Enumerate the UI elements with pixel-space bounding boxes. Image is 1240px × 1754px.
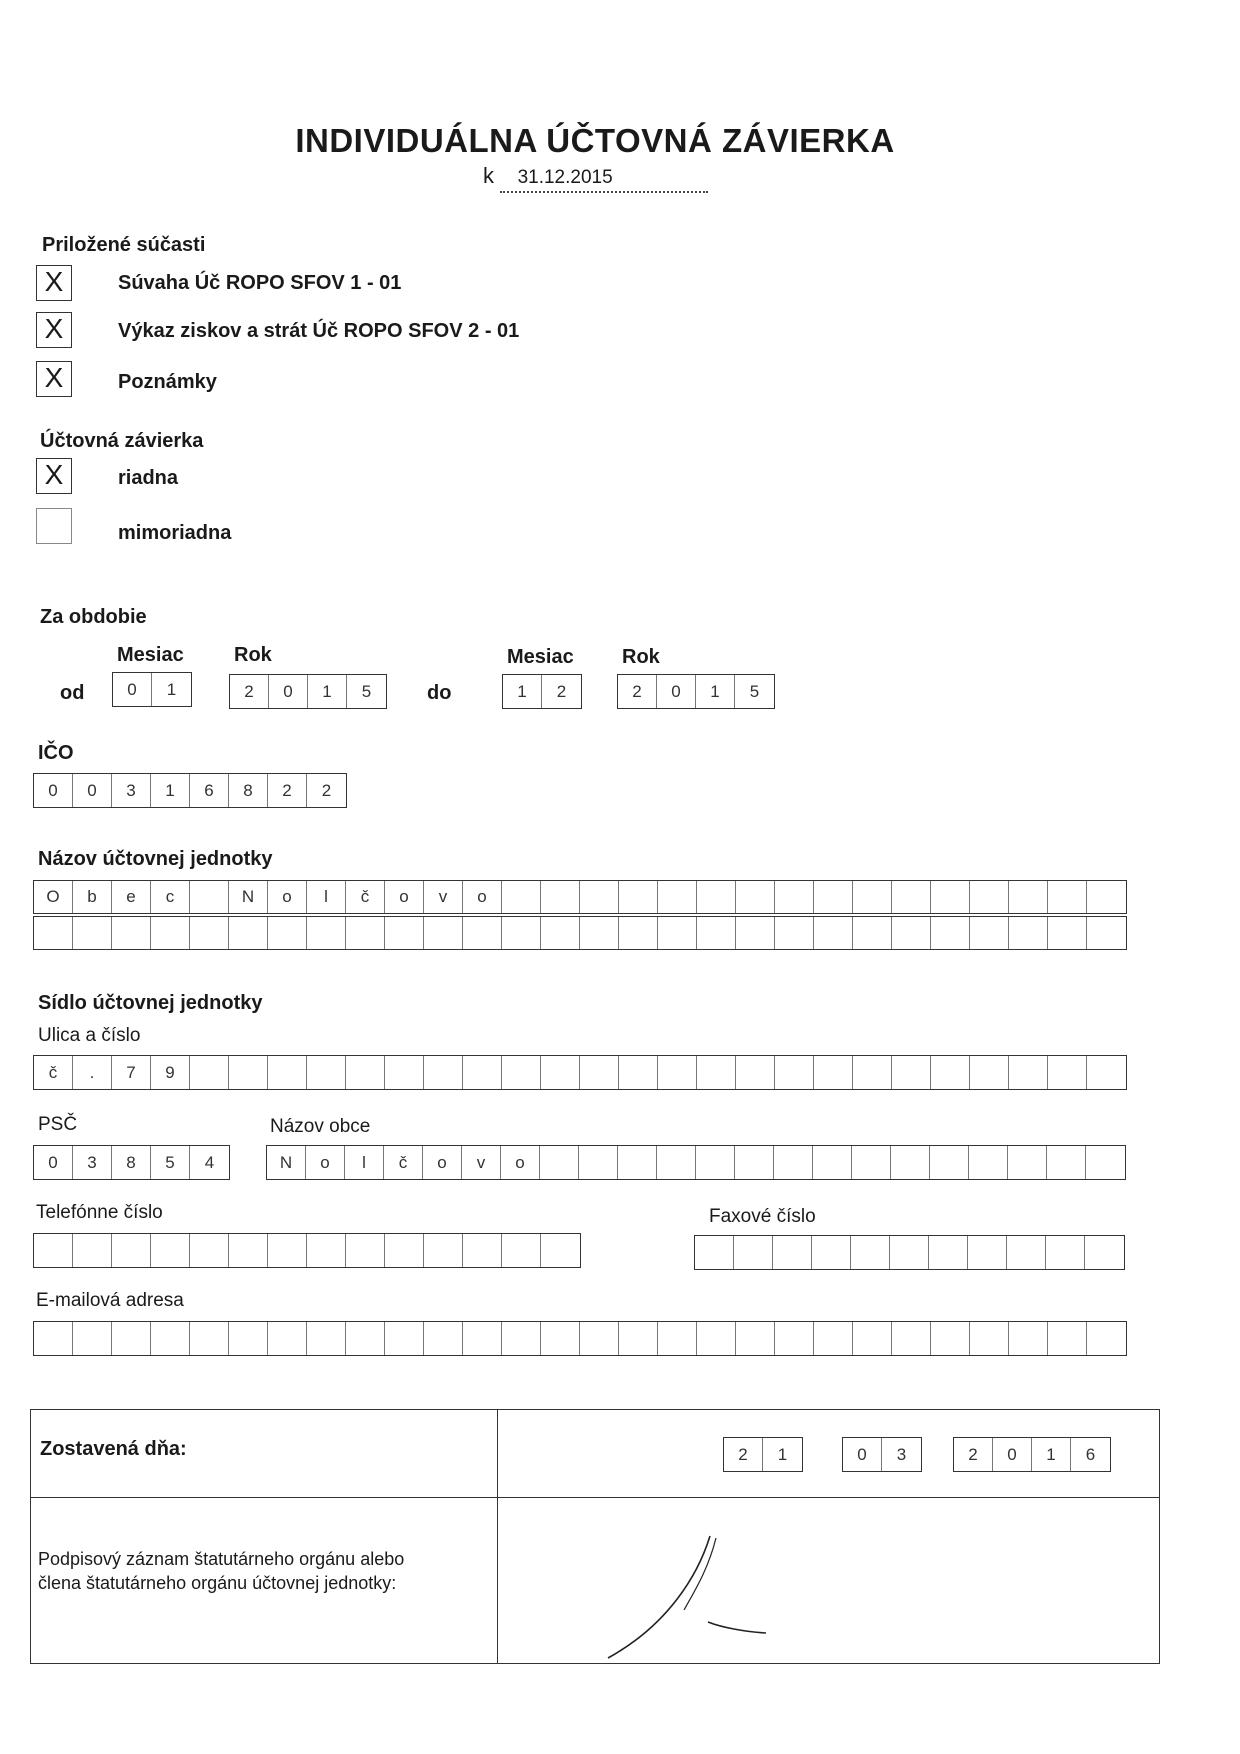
char-cell	[112, 1322, 151, 1355]
closing-date	[483, 163, 708, 193]
char-cell	[853, 1056, 892, 1089]
digit-cell: 0	[113, 673, 152, 706]
char-cell	[540, 1146, 579, 1179]
char-cell	[619, 917, 658, 949]
char-cell	[735, 1146, 774, 1179]
char-cell	[502, 1234, 541, 1267]
digit-cell: 5	[361, 682, 372, 701]
char-cell	[346, 1322, 385, 1355]
char-cell	[229, 917, 268, 949]
char-cell: N	[267, 1146, 306, 1179]
char-cell	[814, 881, 853, 913]
char-cell	[853, 1322, 892, 1355]
char-cell	[775, 1056, 814, 1089]
char-cell	[618, 1146, 657, 1179]
char-cell: 5	[151, 1146, 190, 1179]
digit-cell: 2	[268, 774, 307, 807]
char-cell: o	[423, 1146, 462, 1179]
char-cell	[619, 1056, 658, 1089]
char-cell	[1009, 1322, 1048, 1355]
char-cell	[968, 1236, 1007, 1269]
char-cell: l	[345, 1146, 384, 1179]
entity-name-field-row1[interactable]	[33, 880, 1127, 914]
char-cell	[268, 1056, 307, 1089]
to-year-label: Rok	[622, 646, 660, 668]
char-cell	[970, 881, 1009, 913]
digit-cell: 0	[34, 774, 73, 807]
digit-cell: 0	[73, 774, 112, 807]
digit-cell: 2	[618, 675, 657, 708]
char-cell	[190, 1234, 229, 1267]
char-cell	[1087, 917, 1126, 949]
char-cell	[658, 917, 697, 949]
char-cell	[658, 881, 697, 913]
ico-label: IČO	[38, 742, 74, 764]
char-cell	[112, 917, 151, 949]
char-cell	[931, 881, 970, 913]
entity-name-label: Názov účtovnej jednotky	[38, 848, 273, 870]
char-cell: v	[462, 1146, 501, 1179]
char-cell	[931, 1322, 970, 1355]
char-cell	[892, 1322, 931, 1355]
checkbox-notes[interactable]: X	[36, 361, 72, 397]
char-cell	[814, 917, 853, 949]
char-cell	[891, 1146, 930, 1179]
char-cell	[580, 1322, 619, 1355]
char-cell: 8	[112, 1146, 151, 1179]
fax-label: Faxové číslo	[709, 1206, 816, 1227]
signature-label-line2: člena štatutárneho orgánu účtovnej jednotky:	[38, 1573, 397, 1593]
checkbox-balance-sheet[interactable]: X	[36, 265, 72, 301]
date-value[interactable]: 31.12.2015	[500, 165, 708, 193]
char-cell: c	[151, 881, 190, 913]
fax-field[interactable]	[694, 1235, 1125, 1270]
char-cell	[1046, 1236, 1085, 1269]
char-cell	[229, 1056, 268, 1089]
date-prefix: k	[483, 163, 494, 188]
char-cell: o	[306, 1146, 345, 1179]
period-heading: Za obdobie	[40, 606, 147, 628]
digit-cell: 0	[993, 1438, 1032, 1471]
char-cell	[619, 881, 658, 913]
char-cell: v	[424, 881, 463, 913]
from-year-field[interactable]	[229, 674, 387, 709]
char-cell	[775, 917, 814, 949]
char-cell	[774, 1146, 813, 1179]
char-cell	[541, 917, 580, 949]
char-cell: o	[463, 881, 502, 913]
phone-label: Telefónne číslo	[36, 1202, 163, 1223]
char-cell: o	[385, 881, 424, 913]
table-divider	[497, 1409, 498, 1664]
char-cell	[1047, 1146, 1086, 1179]
char-cell	[307, 1056, 346, 1089]
char-cell	[970, 1322, 1009, 1355]
char-cell	[1085, 1236, 1124, 1269]
char-cell: č	[346, 881, 385, 913]
digit-cell: 6	[1085, 1445, 1096, 1464]
char-cell	[34, 917, 73, 949]
char-cell	[580, 881, 619, 913]
char-cell	[579, 1146, 618, 1179]
char-cell	[424, 917, 463, 949]
char-cell: 7	[112, 1056, 151, 1089]
char-cell	[852, 1146, 891, 1179]
digit-cell: 3	[112, 774, 151, 807]
signature-label-line1: Podpisový záznam štatutárneho orgánu alebo	[38, 1549, 405, 1569]
char-cell	[853, 917, 892, 949]
phone-field[interactable]	[33, 1233, 581, 1268]
char-cell	[541, 1056, 580, 1089]
char-cell	[1087, 881, 1126, 913]
char-cell: N	[229, 881, 268, 913]
char-cell	[931, 1056, 970, 1089]
char-cell	[34, 1234, 73, 1267]
char-cell: o	[501, 1146, 540, 1179]
char-cell	[773, 1236, 812, 1269]
digit-cell: 0	[657, 675, 696, 708]
char-cell	[268, 917, 307, 949]
notes-label: Poznámky	[118, 371, 217, 393]
digit-cell: 2	[724, 1438, 763, 1471]
digit-cell: 1	[151, 774, 190, 807]
char-cell	[541, 1322, 580, 1355]
char-cell	[385, 917, 424, 949]
char-cell	[424, 1056, 463, 1089]
char-cell	[424, 1322, 463, 1355]
to-year-field[interactable]	[617, 674, 775, 709]
char-cell	[502, 917, 541, 949]
compiled-month-field[interactable]	[842, 1437, 922, 1472]
char-cell	[1048, 917, 1087, 949]
digit-cell: 2	[556, 682, 567, 701]
char-cell: 0	[34, 1146, 73, 1179]
char-cell	[931, 917, 970, 949]
char-cell	[385, 1322, 424, 1355]
page-title: INDIVIDUÁLNA ÚČTOVNÁ ZÁVIERKA	[295, 122, 895, 159]
char-cell	[697, 1056, 736, 1089]
char-cell	[775, 1322, 814, 1355]
from-label: od	[60, 682, 85, 704]
char-cell	[1009, 1056, 1048, 1089]
char-cell	[268, 1322, 307, 1355]
regular-label: riadna	[118, 467, 179, 489]
char-cell	[775, 881, 814, 913]
char-cell	[1048, 1322, 1087, 1355]
char-cell	[229, 1322, 268, 1355]
char-cell	[502, 881, 541, 913]
char-cell	[892, 1056, 931, 1089]
digit-cell: 2	[321, 781, 332, 800]
char-cell	[541, 1234, 580, 1267]
char-cell	[151, 917, 190, 949]
table-divider	[30, 1497, 1160, 1498]
char-cell	[1048, 881, 1087, 913]
char-cell: 9	[151, 1056, 190, 1089]
char-cell	[463, 1056, 502, 1089]
city-label: Názov obce	[270, 1116, 371, 1137]
digit-cell: 6	[190, 774, 229, 807]
char-cell	[73, 1322, 112, 1355]
extraordinary-label: mimoriadna	[118, 522, 232, 544]
street-label: Ulica a číslo	[38, 1025, 141, 1046]
char-cell	[970, 917, 1009, 949]
char-cell	[502, 1322, 541, 1355]
balance-sheet-label: Súvaha Úč ROPO SFOV 1 - 01	[118, 272, 402, 294]
digit-cell: 5	[749, 682, 760, 701]
char-cell	[1087, 1322, 1126, 1355]
char-cell	[736, 1322, 775, 1355]
char-cell	[190, 1056, 229, 1089]
char-cell	[580, 1056, 619, 1089]
char-cell: e	[112, 881, 151, 913]
psc-field[interactable]	[33, 1145, 230, 1180]
char-cell	[307, 1234, 346, 1267]
char-cell	[697, 917, 736, 949]
char-cell	[658, 1056, 697, 1089]
digit-cell: 1	[308, 675, 347, 708]
char-cell	[1007, 1236, 1046, 1269]
char-cell	[619, 1322, 658, 1355]
from-month-field[interactable]	[112, 672, 192, 707]
to-month-label: Mesiac	[507, 646, 574, 668]
char-cell: o	[268, 881, 307, 913]
handwritten-signature	[598, 1530, 778, 1660]
char-cell: l	[307, 881, 346, 913]
checkbox-profit-loss[interactable]: X	[36, 312, 72, 348]
checkbox-extraordinary[interactable]	[36, 508, 72, 544]
char-cell	[734, 1236, 773, 1269]
closing-type-heading: Účtovná závierka	[40, 430, 204, 452]
char-cell	[346, 917, 385, 949]
digit-cell: 1	[503, 675, 542, 708]
city-field[interactable]	[266, 1145, 1126, 1180]
char-cell	[424, 1234, 463, 1267]
checkbox-regular[interactable]: X	[36, 458, 72, 494]
char-cell	[969, 1146, 1008, 1179]
char-cell: .	[73, 1056, 112, 1089]
char-cell: O	[34, 881, 73, 913]
ico-field[interactable]	[33, 773, 347, 808]
char-cell	[814, 1056, 853, 1089]
to-label: do	[427, 682, 452, 704]
digit-cell: 1	[777, 1445, 788, 1464]
compiled-day-field[interactable]	[723, 1437, 803, 1472]
digit-cell: 1	[166, 680, 177, 699]
char-cell	[930, 1146, 969, 1179]
char-cell	[853, 881, 892, 913]
digit-cell: 0	[843, 1438, 882, 1471]
char-cell	[1009, 917, 1048, 949]
digit-cell: 1	[1032, 1438, 1071, 1471]
digit-cell: 0	[269, 675, 308, 708]
char-cell	[1008, 1146, 1047, 1179]
char-cell: č	[34, 1056, 73, 1089]
char-cell	[112, 1234, 151, 1267]
char-cell	[695, 1236, 734, 1269]
char-cell	[346, 1234, 385, 1267]
char-cell	[346, 1056, 385, 1089]
char-cell	[736, 917, 775, 949]
email-label: E-mailová adresa	[36, 1290, 184, 1311]
digit-cell: 2	[954, 1438, 993, 1471]
char-cell	[229, 1234, 268, 1267]
from-year-label: Rok	[234, 644, 272, 666]
char-cell	[696, 1146, 735, 1179]
char-cell	[812, 1236, 851, 1269]
char-cell	[851, 1236, 890, 1269]
char-cell: 3	[73, 1146, 112, 1179]
char-cell	[385, 1056, 424, 1089]
char-cell	[541, 881, 580, 913]
char-cell	[657, 1146, 696, 1179]
char-cell	[736, 1056, 775, 1089]
char-cell	[73, 917, 112, 949]
digit-cell: 3	[896, 1445, 907, 1464]
street-field[interactable]	[33, 1055, 1127, 1090]
address-heading: Sídlo účtovnej jednotky	[38, 992, 263, 1014]
char-cell	[151, 1234, 190, 1267]
from-month-label: Mesiac	[117, 644, 184, 666]
char-cell	[1086, 1146, 1125, 1179]
profit-loss-label: Výkaz ziskov a strát Úč ROPO SFOV 2 - 01	[118, 320, 520, 342]
char-cell	[580, 917, 619, 949]
char-cell	[658, 1322, 697, 1355]
char-cell	[813, 1146, 852, 1179]
compiled-year-field[interactable]	[953, 1437, 1111, 1472]
char-cell	[890, 1236, 929, 1269]
entity-name-field-row2[interactable]	[33, 916, 1127, 950]
psc-label: PSČ	[38, 1114, 78, 1135]
char-cell	[307, 1322, 346, 1355]
char-cell	[190, 881, 229, 913]
char-cell	[34, 1322, 73, 1355]
char-cell	[892, 917, 931, 949]
char-cell	[736, 881, 775, 913]
char-cell	[697, 881, 736, 913]
char-cell	[1087, 1056, 1126, 1089]
email-field[interactable]	[33, 1321, 1127, 1356]
char-cell	[385, 1234, 424, 1267]
char-cell	[268, 1234, 307, 1267]
char-cell	[929, 1236, 968, 1269]
char-cell	[190, 1322, 229, 1355]
char-cell	[697, 1322, 736, 1355]
to-month-field[interactable]	[502, 674, 582, 709]
char-cell: 4	[204, 1153, 215, 1172]
char-cell	[892, 881, 931, 913]
char-cell: č	[384, 1146, 423, 1179]
char-cell	[307, 917, 346, 949]
char-cell	[814, 1322, 853, 1355]
char-cell	[463, 917, 502, 949]
attached-heading: Priložené súčasti	[42, 234, 206, 256]
char-cell: b	[73, 881, 112, 913]
char-cell	[1048, 1056, 1087, 1089]
digit-cell: 8	[229, 774, 268, 807]
digit-cell: 1	[696, 675, 735, 708]
char-cell	[463, 1322, 502, 1355]
char-cell	[190, 917, 229, 949]
char-cell	[463, 1234, 502, 1267]
char-cell	[73, 1234, 112, 1267]
char-cell	[1009, 881, 1048, 913]
digit-cell: 2	[230, 675, 269, 708]
char-cell	[970, 1056, 1009, 1089]
char-cell	[151, 1322, 190, 1355]
compiled-label: Zostavená dňa:	[40, 1438, 187, 1460]
char-cell	[502, 1056, 541, 1089]
